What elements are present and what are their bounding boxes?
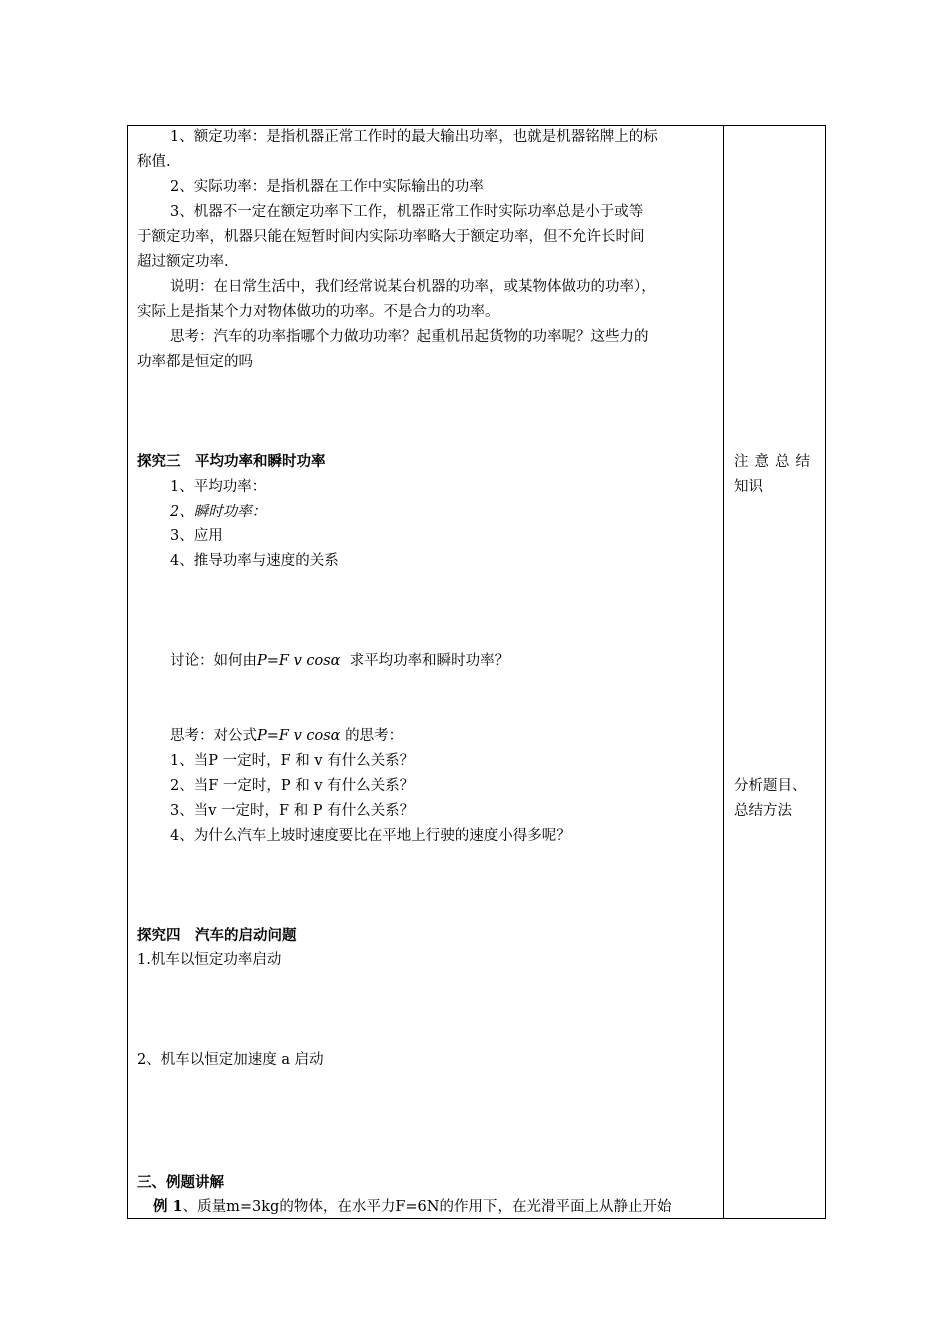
- question-4: 4、为什么汽车上坡时速度要比在平地上行驶的速度小得多呢？: [170, 828, 571, 844]
- example-1-text: 、质量m=3kg的物体，在水平力F=6N的作用下，在光滑平面上从静止开始: [182, 1199, 672, 1215]
- think-line-2: 功率都是恒定的吗: [137, 354, 253, 370]
- discussion-prefix: 讨论：如何由: [170, 653, 257, 669]
- actual-power-line: 2、实际功率：是指机器在工作中实际输出的功率: [170, 179, 484, 195]
- rated-power-line-1: 1、额定功率：是指机器正常工作时的最大输出功率，也就是机器铭牌上的标: [170, 129, 658, 145]
- section-3-title: 探究三 平均功率和瞬时功率: [137, 453, 326, 470]
- section-4-title: 探究四 汽车的启动问题: [137, 927, 297, 944]
- rated-power-line-2: 称值.: [137, 154, 171, 170]
- side-note-1-line-1: 注意总结: [734, 454, 816, 470]
- question-1: 1、当P 一定时，F 和 v 有什么关系？: [170, 753, 415, 769]
- think2-line: [170, 727, 403, 745]
- power-formula-2: P=F v cosα: [257, 728, 341, 744]
- machine-power-line-3: 超过额定功率.: [137, 254, 229, 270]
- average-power-item: 1、平均功率：: [170, 479, 267, 495]
- note-line-2: 实际上是指某个力对物体做功的功率。不是合力的功率。: [137, 304, 500, 320]
- column-divider: [723, 126, 724, 1218]
- discussion-line: [170, 652, 509, 670]
- think2-suffix: 的思考：: [345, 728, 404, 744]
- instant-power-item: 2、瞬时功率：: [170, 504, 267, 520]
- question-3: 3、当v 一定时，F 和 P 有什么关系？: [170, 803, 415, 819]
- side-note-2-line-1: 分析题目、: [734, 778, 807, 794]
- application-item: 3、应用: [170, 528, 223, 544]
- power-formula: P=F v cosα: [257, 653, 341, 669]
- section-examples-title: 三、例题讲解: [137, 1174, 224, 1191]
- derive-item: 4、推导功率与速度的关系: [170, 553, 339, 569]
- constant-accel-start: 2、机车以恒定加速度 a 启动: [137, 1052, 324, 1068]
- machine-power-line-1: 3、机器不一定在额定功率下工作，机器正常工作时实际功率总是小于或等: [170, 204, 644, 220]
- think2-prefix: 思考：对公式: [170, 728, 257, 744]
- example-1-label: 例 1: [153, 1198, 183, 1215]
- example-1-line: [153, 1198, 671, 1216]
- side-note-1-line-2: 知识: [734, 479, 763, 495]
- discussion-suffix: 求平均功率和瞬时功率？: [349, 653, 510, 669]
- machine-power-line-2: 于额定功率，机器只能在短暂时间内实际功率略大于额定功率，但不允许长时间: [137, 229, 645, 245]
- think-line-1: 思考：汽车的功率指哪个力做功功率？起重机吊起货物的功率呢？这些力的: [170, 329, 649, 345]
- note-line-1: 说明：在日常生活中，我们经常说某台机器的功率，或某物体做功的功率），: [170, 279, 656, 295]
- constant-power-start: 1.机车以恒定功率启动: [137, 952, 282, 968]
- side-note-2-line-2: 总结方法: [734, 803, 792, 819]
- question-2: 2、当F 一定时，P 和 v 有什么关系？: [170, 778, 415, 794]
